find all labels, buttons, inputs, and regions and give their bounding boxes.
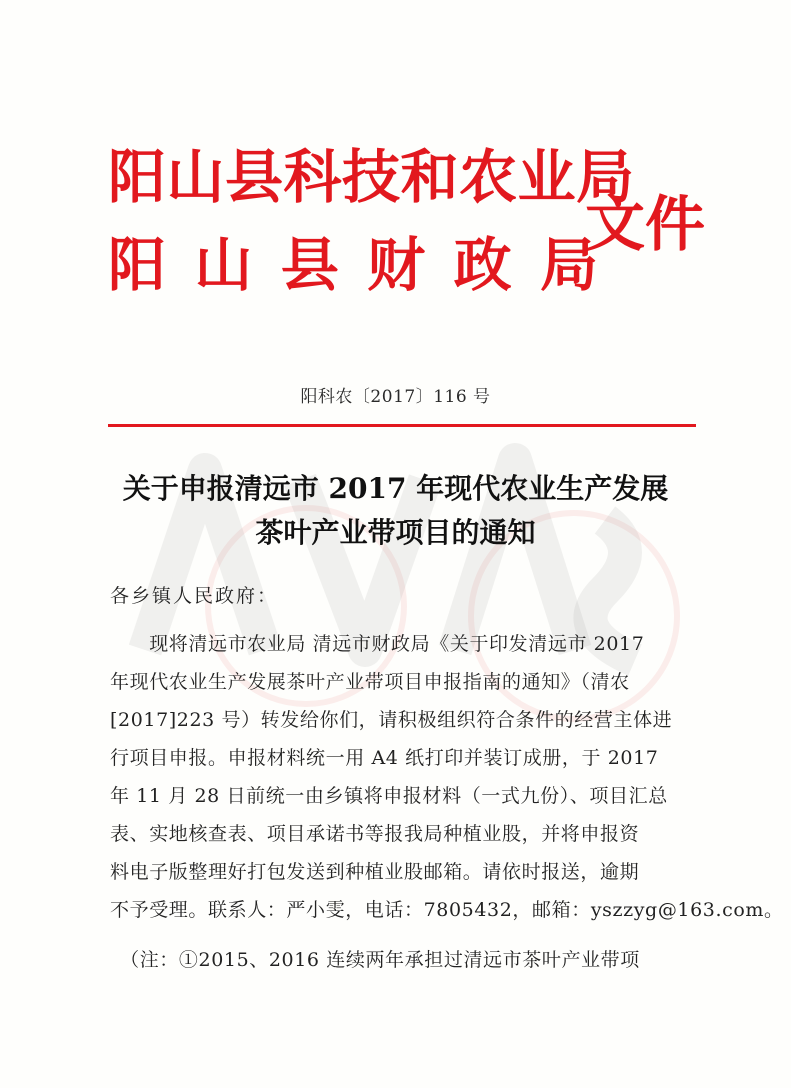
document-title-line-2: 茶叶产业带项目的通知: [255, 516, 536, 549]
issuer-name-line-2: [108, 230, 598, 300]
issuer-name-char: 阳: [108, 231, 167, 299]
issuer-name-line-1: 阳山县科技和农业局: [108, 143, 635, 211]
document-title-line-1: 关于申报清远市 2017 年现代农业生产发展: [122, 472, 669, 505]
body-text-line: 现将清远市农业局 清远市财政局《关于印发清远市 2017: [110, 633, 645, 655]
body-text-line: 行项目申报。申报材料统一用 A4 纸打印并装订成册，于 2017: [110, 747, 659, 769]
issuer-name-char: 县: [280, 231, 339, 299]
issuer-name-char: 局: [539, 231, 598, 299]
issuer-name-char: 政: [453, 231, 512, 299]
body-text-line: 年现代农业生产发展茶叶产业带项目申报指南的通知》（清农: [110, 671, 630, 693]
issuer-name-char: 山: [194, 231, 253, 299]
body-text-line: 不予受理。联系人：严小雯，电话：7805432，邮箱：yszzyg@163.com。: [110, 899, 784, 921]
document-number: 阳科农〔2017〕116 号: [300, 387, 491, 407]
body-text-line: （注：①2015、2016 连续两年承担过清远市茶叶产业带项: [110, 949, 640, 971]
body-text-line: 年 11 月 28 日前统一由乡镇将申报材料（一式九份）、项目汇总: [110, 785, 668, 807]
document-type-label: 文件: [585, 190, 705, 260]
body-text-line: 料电子版整理好打包发送到种植业股邮箱。请依时报送，逾期: [110, 861, 640, 883]
body-text-line: [2017]223 号）转发给你们，请积极组织符合条件的经营主体进: [110, 709, 673, 731]
issuer-name-char: 财: [367, 231, 426, 299]
header-divider: [108, 424, 696, 427]
salutation: 各乡镇人民政府：: [110, 585, 279, 607]
body-text-line: 表、实地核查表、项目承诺书等报我局种植业股，并将申报资: [110, 823, 640, 845]
